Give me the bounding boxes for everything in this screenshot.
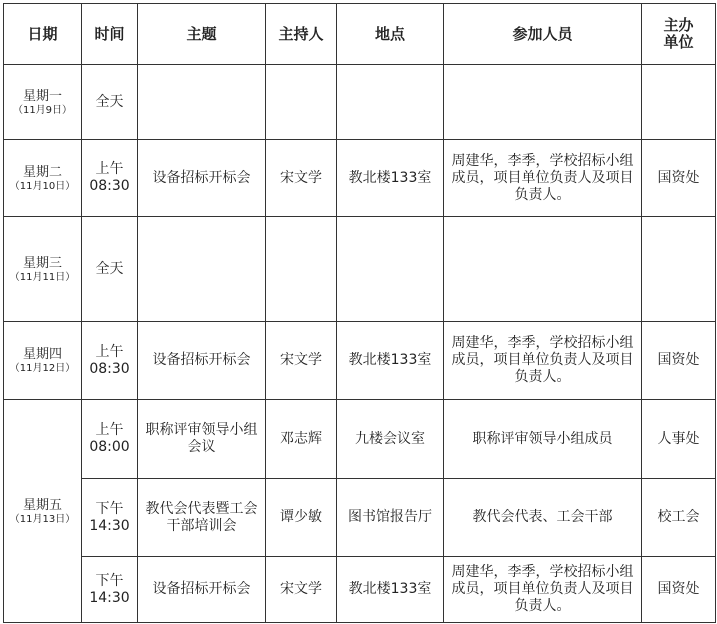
- time-cell: [82, 217, 138, 322]
- host-cell: [266, 217, 337, 322]
- topic-cell: 设备招标开标会: [138, 322, 266, 400]
- time-clock: 08:00: [89, 439, 130, 455]
- day-name: 星期四: [22, 347, 62, 362]
- location-cell: 教北楼133室: [337, 322, 444, 400]
- day-cell: [4, 140, 82, 217]
- host-cell: 谭少敏: [266, 479, 337, 557]
- header-participants: 参加人员: [444, 4, 642, 65]
- organizer-cell: 人事处: [642, 400, 716, 479]
- topic-cell: [138, 65, 266, 140]
- organizer-cell: [642, 217, 716, 322]
- organizer-cell: 国资处: [642, 322, 716, 400]
- participants-cell: [444, 217, 642, 322]
- host-cell: [266, 65, 337, 140]
- time-period: 上午: [95, 343, 124, 360]
- time-clock: 14:30: [89, 589, 130, 606]
- time-period: 下午: [95, 572, 124, 589]
- time-cell: [82, 65, 138, 140]
- day-date: （11月9日）: [12, 104, 73, 116]
- day-cell: [4, 400, 82, 623]
- location-cell: [337, 65, 444, 140]
- organizer-cell: 校工会: [642, 479, 716, 557]
- time-period: 上午: [95, 161, 124, 177]
- header-organizer-line2: 单位: [663, 33, 694, 51]
- participants-cell: [444, 65, 642, 140]
- topic-cell: 设备招标开标会: [138, 557, 266, 623]
- day-cell: [4, 65, 82, 140]
- day-name: 星期一: [22, 88, 62, 104]
- organizer-cell: [642, 65, 716, 140]
- day-name: 星期二: [22, 164, 62, 180]
- time-cell: [82, 140, 138, 217]
- topic-cell: 教代会代表暨工会干部培训会: [138, 479, 266, 557]
- header-row: [4, 4, 716, 65]
- table-row: [4, 140, 716, 217]
- table-row: [4, 557, 716, 623]
- table-row: [4, 217, 716, 322]
- topic-cell: 职称评审领导小组会议: [138, 400, 266, 479]
- header-location: 地点: [337, 4, 444, 65]
- meeting-schedule-table: [3, 3, 716, 623]
- participants-cell: 职称评审领导小组成员: [444, 400, 642, 479]
- time-clock: 08:30: [89, 360, 130, 377]
- time-cell: [82, 479, 138, 557]
- topic-cell: [138, 217, 266, 322]
- time-cell: [82, 557, 138, 623]
- host-cell: 宋文学: [266, 140, 337, 217]
- time-period: 下午: [95, 500, 124, 517]
- location-cell: [337, 217, 444, 322]
- table-row: [4, 322, 716, 400]
- header-date: 日期: [4, 4, 82, 65]
- day-cell: [4, 217, 82, 322]
- location-cell: 九楼会议室: [337, 400, 444, 479]
- location-cell: 教北楼133室: [337, 140, 444, 217]
- time-period: 全天: [95, 260, 124, 277]
- day-date: （11月13日）: [9, 513, 76, 525]
- location-cell: 教北楼133室: [337, 557, 444, 623]
- day-name: 星期三: [22, 255, 62, 271]
- day-name: 星期五: [22, 497, 62, 513]
- organizer-cell: 国资处: [642, 140, 716, 217]
- time-period: 上午: [95, 422, 124, 438]
- table-row: [4, 479, 716, 557]
- participants-cell: 教代会代表、工会干部: [444, 479, 642, 557]
- organizer-cell: 国资处: [642, 557, 716, 623]
- time-cell: [82, 322, 138, 400]
- participants-cell: 周建华，李季，学校招标小组成员，项目单位负责人及项目负责人。: [444, 140, 642, 217]
- time-clock: 08:30: [89, 178, 130, 194]
- day-date: （11月10日）: [9, 180, 76, 192]
- location-cell: 图书馆报告厅: [337, 479, 444, 557]
- day-date: （11月12日）: [9, 363, 76, 374]
- header-organizer: [642, 4, 716, 65]
- topic-cell: 设备招标开标会: [138, 140, 266, 217]
- header-topic: 主题: [138, 4, 266, 65]
- time-cell: [82, 400, 138, 479]
- participants-cell: 周建华，李季，学校招标小组成员，项目单位负责人及项目负责人。: [444, 322, 642, 400]
- header-host: 主持人: [266, 4, 337, 65]
- header-time: 时间: [82, 4, 138, 65]
- table-row: [4, 400, 716, 479]
- day-cell: [4, 322, 82, 400]
- day-date: （11月11日）: [9, 271, 76, 283]
- participants-cell: 周建华，李季，学校招标小组成员，项目单位负责人及项目负责人。: [444, 557, 642, 623]
- host-cell: 邓志辉: [266, 400, 337, 479]
- table-row: [4, 65, 716, 140]
- header-organizer-line1: 主办: [663, 16, 694, 34]
- host-cell: 宋文学: [266, 322, 337, 400]
- host-cell: 宋文学: [266, 557, 337, 623]
- time-clock: 14:30: [89, 517, 130, 534]
- time-period: 全天: [95, 93, 124, 110]
